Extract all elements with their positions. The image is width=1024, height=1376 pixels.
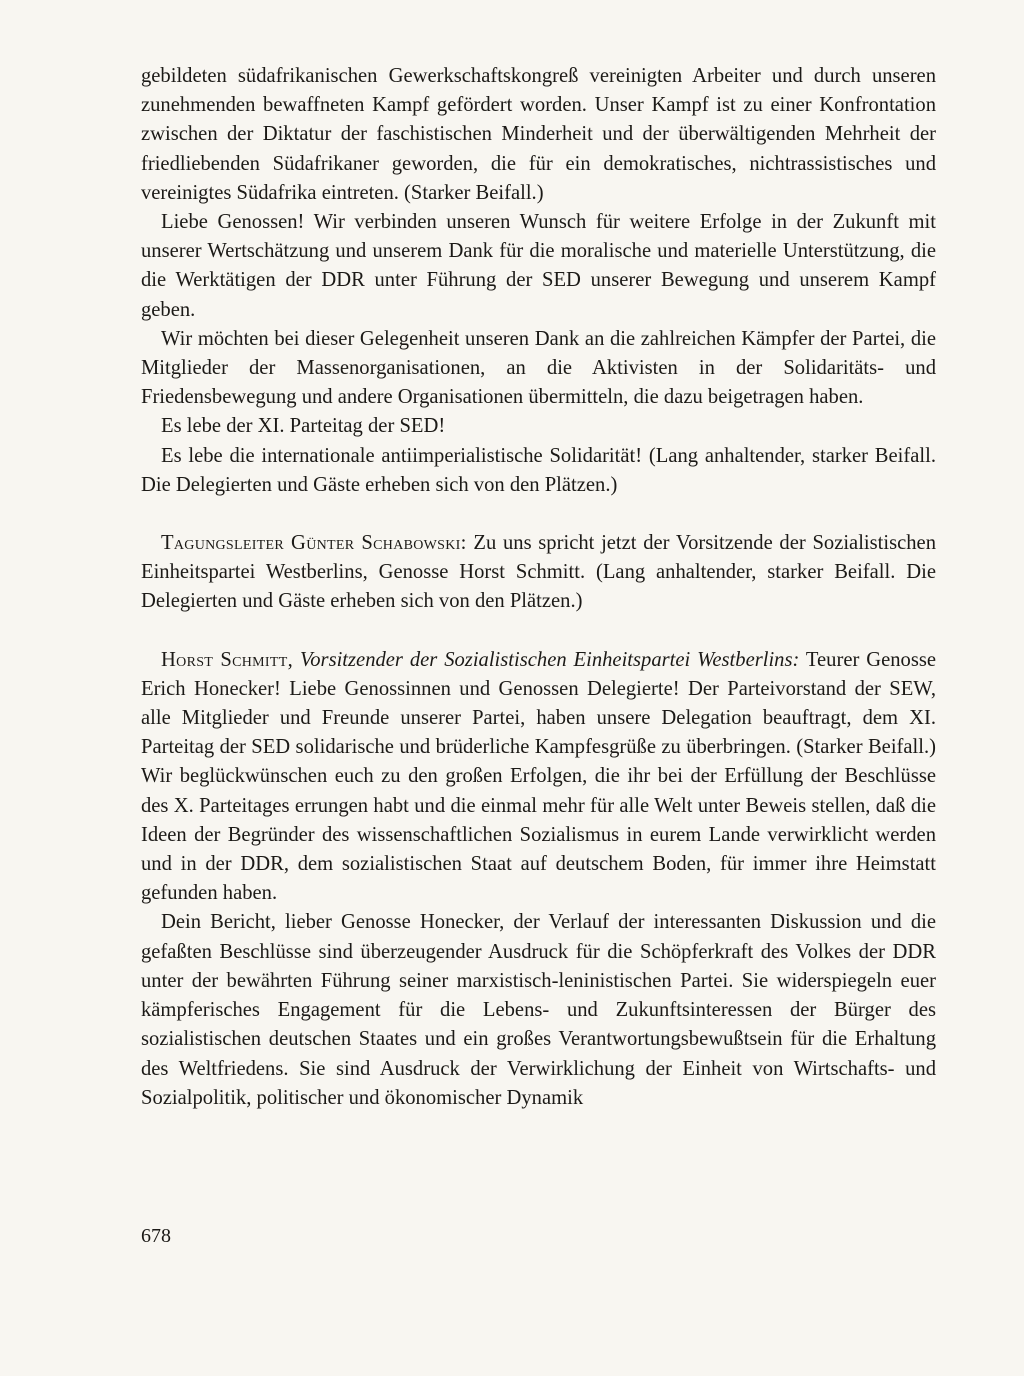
speaker-role: Vorsitzender der Sozialistischen Einheitspartei Westberlins:	[299, 648, 800, 671]
paragraph-continuation: gebildeten südafrikanischen Gewerkschaftskongreß vereinigten Arbeiter und durch unseren zunehmenden bewaffneten Kampf gefördert worden. Unser Kampf ist zu einer Konfrontation zwischen der Diktatur der faschistischen Minderheit und der überwältigenden Mehrheit der friedliebenden Südafrikaner geworden, die für ein demokratisches, nichtrassistisches und vereinigtes Südafrika eintreten. (Starker Beifall.)	[141, 65, 936, 204]
speaker-name: Horst Schmitt,	[161, 648, 294, 671]
slogan-party-congress: Es lebe der XI. Parteitag der SED!	[161, 415, 446, 438]
paragraph-gratitude: Wir möchten bei dieser Gelegenheit unseren Dank an die zahlreichen Kämpfer der Partei, die Mitglieder der Massenorganisationen, an die Aktivisten in der Solidaritäts- und Friedensbewegung und andere Organisationen übermitteln, die dazu beigetragen haben.	[141, 327, 936, 409]
page-body	[141, 62, 936, 1113]
page-number: 678	[141, 1225, 171, 1247]
chair-announcement	[141, 529, 936, 617]
paragraph-thanks: Liebe Genossen! Wir verbinden unseren Wunsch für weitere Erfolge in der Zukunft mit unserer Wertschätzung und unserem Dank für die moralische und materielle Unterstützung, die die Werktätigen der DDR unter Führung der SED unserer Bewegung und unserem Kampf geben.	[141, 211, 936, 321]
slogan-solidarity: Es lebe die internationale antiimperialistische Solidarität! (Lang anhaltender, starker Beifall. Die Delegierten und Gäste erheben sich von den Plätzen.)	[141, 444, 936, 496]
chair-announcement-text: Zu uns spricht jetzt der Vorsitzende der Sozialistischen Einheitspartei Westberlins, Genosse Horst Schmitt. (Lang anhaltender, starker Beifall. Die Delegierten und Gäste erheben sich von den Plätzen.)	[141, 532, 936, 613]
speech-opening-text: Teurer Genosse Erich Honecker! Liebe Genossinnen und Genossen Delegierte! Der Parteivorstand der SEW, alle Mitglieder und Freunde unserer Partei, haben unsere Delegation beauftragt, dem XI. Parteitag der SED solidarische und brüderliche Kampfesgrüße zu überbringen. (Starker Beifall.) Wir beglückwünschen euch zu den großen Erfolgen, die ihr bei der Erfüllung der Beschlüsse des X. Parteitages errungen habt und die einmal mehr für alle Welt unter Beweis stellen, daß die Ideen der Begründer des wissenschaftlichen Sozialismus in eurem Lande verwirklicht werden und in der DDR, dem sozialistischen Staat auf deutschem Boden, für immer ihre Heimstatt gefunden haben.	[141, 648, 937, 905]
speech-opening	[141, 646, 936, 909]
paragraph-report: Dein Bericht, lieber Genosse Honecker, der Verlauf der interessanten Diskussion und die gefaßten Beschlüsse sind überzeugender Ausdruck für die Schöpferkraft des Volkes der DDR unter der bewährten Führung seiner marxistisch-leninistischen Partei. Sie widerspiegeln euer kämpferisches Engagement für die Lebens- und Zukunftsinteressen der Bürger des sozialistischen deutschen Staates und ein großes Verantwortungsbewußtsein für die Erhaltung des Weltfriedens. Sie sind Ausdruck der Verwirklichung der Einheit von Wirtschafts- und Sozialpolitik, politischer und ökonomischer Dynamik	[141, 911, 936, 1109]
chair-speaker-name: Tagungsleiter Günter Schabowski:	[161, 532, 467, 555]
